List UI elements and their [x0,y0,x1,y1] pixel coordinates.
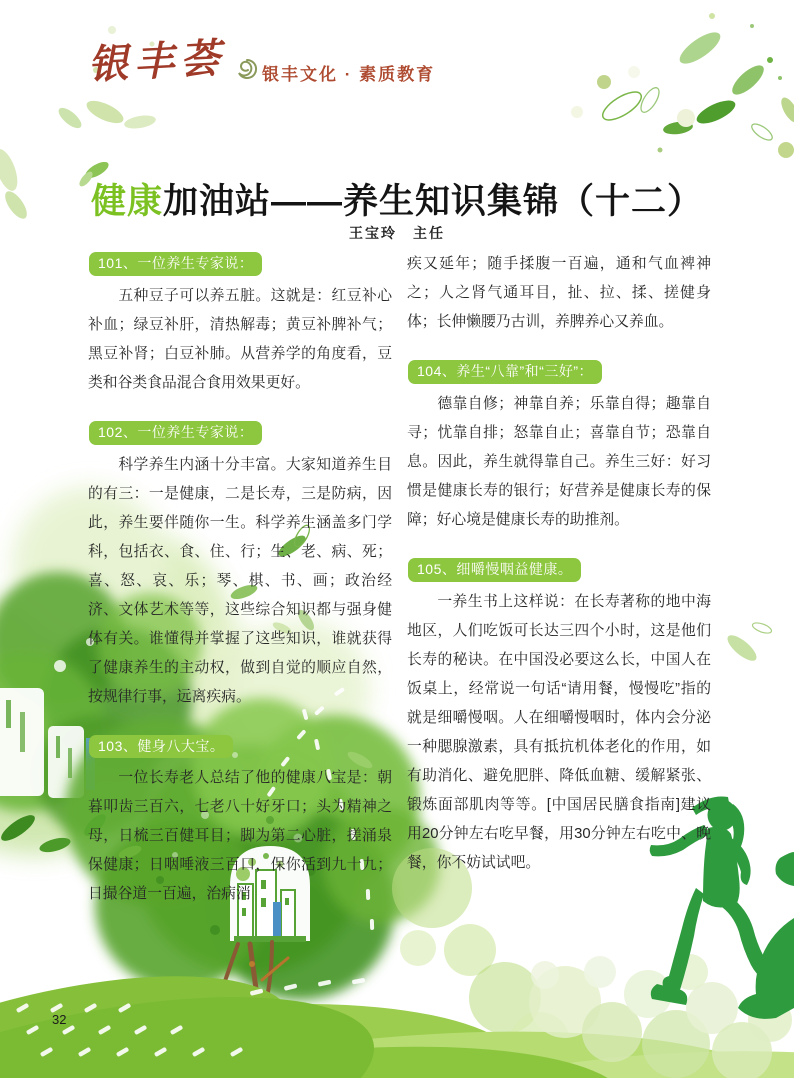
section-102 [88,419,392,712]
section-103 [88,733,392,910]
right-column [407,250,711,930]
section-105-text: 一养生书上这样说：在长寿著称的地中海地区，人们吃饭可长达三四个小时，这是他们长寿的秘诀。在中国没必要这么长，中国人在饭桌上，经常说一句话“请用餐，慢慢吃”指的就是细嚼慢咽。人在细嚼慢咽时，体内会分泌一种腮腺激素，具有抵抗机体老化的作用，如有助消化、避免肥胖、降低血糖、缓解紧张、锻炼面部肌肉等等。[中国居民膳食指南]建议用20分钟左右吃早餐，用30分钟左右吃中、晚餐，你不妨试试吧。 [407,593,711,871]
article-author: 王宝玲 主任 [349,225,445,241]
section-101 [88,250,392,398]
section-102-text: 科学养生内涵十分丰富。大家知道养生目的有三：一是健康，二是长寿，三是防病，因此，养生要伴随你一生。科学养生涵盖多门学科，包括衣、食、住、行；生、老、病、死；喜、怒、哀、乐；琴、棋、书、画；政治经济、文体艺术等等，这些综合知识都与强身健体有关。谁懂得并掌握了这些知识，谁就获得了健康养生的主动权，做到自觉的顺应自然，按规律行事，远离疾病。 [88,456,392,705]
section-105-badge: 105、细嚼慢咽益健康。 [408,558,581,582]
masthead [86,34,436,89]
page-title [0,174,794,224]
section-104 [407,358,711,535]
page-number: 32 [52,1012,67,1027]
section-101-badge: 101、一位养生专家说： [89,252,262,276]
section-103-continuation: 疾又延年；随手揉腹一百遍，通和气血裨神之；人之肾气通耳目，扯、拉、揉、搓健身体；长伸懒腰乃古训，养脾养心又养血。 [407,256,711,330]
title-highlight: 健康 [90,182,163,221]
section-103-badge: 103、健身八大宝。 [89,735,233,759]
leaf-swirl-icon [236,58,258,80]
section-102-badge: 102、一位养生专家说： [89,421,262,445]
article-body [88,250,712,930]
section-104-badge: 104、养生“八靠”和“三好”： [408,360,602,384]
section-104-text: 德靠自修；神靠自养；乐靠自得；趣靠自寻；忧靠自排；怒靠自止；喜靠自节；恐靠自息。因此，养生就得靠自己。养生三好：好习惯是健康长寿的银行；好营养是健康长寿的保障；好心境是健康长寿的助推剂。 [407,395,711,528]
title-rest: 加油站——养生知识集锦（十二） [163,182,704,221]
publisher-tagline: 银丰文化 · 素质教育 [262,65,436,84]
section-105 [407,556,711,878]
leaf-decoration-top-right [571,13,794,158]
left-column [88,250,392,930]
publisher-logo: 银丰荟 [86,34,228,89]
section-103-text: 一位长寿老人总结了他的健康八宝是：朝暮叩齿三百六，七老八十好牙口；头为精神之母，日梳三百健耳目；脚为第二心脏，搓涌泉保健康；日咽唾液三百口，保你活到九十九；日撮谷道一百遍，治病消 [88,770,392,903]
section-101-text: 五种豆子可以养五脏。这就是：红豆补心补血；绿豆补肝，清热解毒；黄豆补脾补气；黑豆补肾；白豆补肺。从营养学的角度看，豆类和谷类食品混合食用效果更好。 [88,287,392,391]
